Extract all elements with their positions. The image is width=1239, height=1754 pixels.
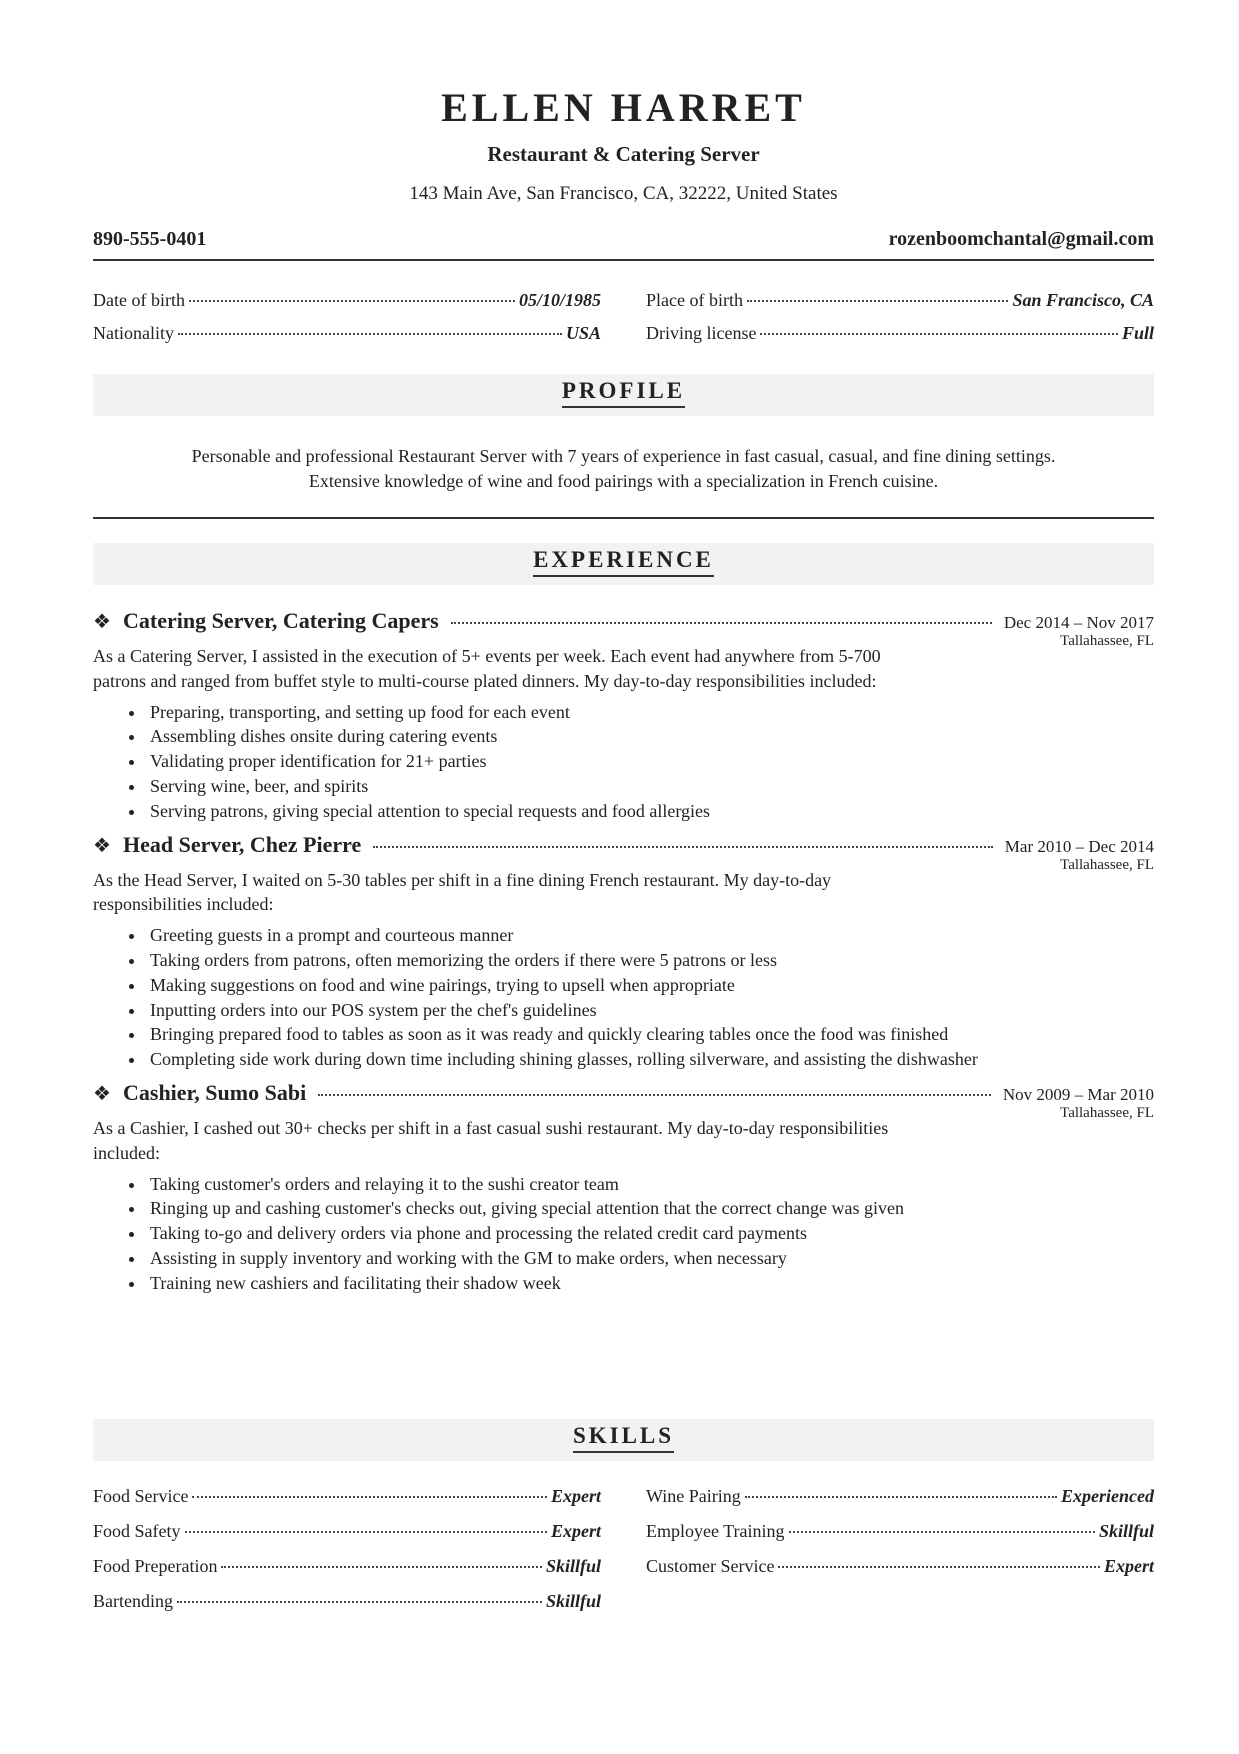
bullet-item: • Serving patrons, giving special attention to special requests and food allergies [146, 799, 1016, 824]
bullet-item: • Taking to-go and delivery orders via phone and processing the related credit card payments [146, 1221, 1016, 1246]
skill-item-value: Expert [550, 1521, 601, 1541]
section-header-profile: PROFILE [93, 374, 1154, 416]
job-location: Tallahassee, FL [1060, 856, 1154, 873]
bullet-item: • Taking orders from patrons, often memorizing the orders if there were 5 patrons or less [146, 948, 1016, 973]
job-header [93, 1080, 1154, 1106]
skill-item [93, 1486, 601, 1507]
bullet-item: • Training new cashiers and facilitating their shadow week [146, 1271, 1016, 1296]
skill-item-value: Expert [1103, 1556, 1154, 1576]
skill-item-value: Skillful [545, 1591, 601, 1611]
skill-item [93, 1556, 601, 1577]
personal-detail-value: Full [1121, 323, 1154, 343]
dotted-leader [451, 622, 992, 624]
job-entry [93, 832, 1154, 1072]
personal-detail-value: USA [565, 323, 601, 343]
bullet-item: • Completing side work during down time including shining glasses, rolling silverware, and assisting the dishwasher [146, 1047, 1016, 1072]
job-bullets [93, 700, 1016, 824]
skill-item-label: Customer Service [646, 1556, 775, 1576]
profile-text: Personable and professional Restaurant Server with 7 years of experience in fast casual, casual, and fine dining settings. Extensive knowledge of wine and food pairings with a specialization in French cuisine. [191, 446, 1056, 491]
dotted-leader [747, 300, 1008, 302]
dotted-leader [189, 300, 515, 302]
personal-details [93, 290, 1154, 344]
bullet-item: • Making suggestions on food and wine pairings, trying to upsell when appropriate [146, 973, 1016, 998]
personal-detail [646, 323, 1154, 344]
job-header [93, 608, 1154, 634]
personal-detail [93, 323, 601, 344]
bullet-item: • Assisting in supply inventory and working with the GM to make orders, when necessary [146, 1246, 1016, 1271]
four-diamonds-icon: ❖ [93, 1082, 111, 1105]
dotted-leader [373, 846, 993, 848]
skill-item-label: Employee Training [646, 1521, 785, 1541]
personal-detail [93, 290, 601, 311]
job-header [93, 832, 1154, 858]
personal-detail-value: San Francisco, CA [1012, 290, 1154, 310]
skill-item [646, 1521, 1154, 1542]
dotted-leader [221, 1566, 541, 1568]
bullet-item: • Preparing, transporting, and setting up food for each event [146, 700, 1016, 725]
experience-list [93, 608, 1154, 1304]
bullet-item: • Assembling dishes onsite during catering events [146, 724, 1016, 749]
candidate-name: ELLEN HARRET [441, 85, 806, 130]
dotted-leader [192, 1496, 547, 1498]
job-bullets [93, 1172, 1016, 1296]
job-description: As the Head Server, I waited on 5-30 tables per shift in a fine dining French restaurant. My day-to-day responsibilities included: [93, 869, 832, 915]
bullet-item: • Bringing prepared food to tables as soon as it was ready and quickly clearing tables once the food was finished [146, 1022, 1016, 1047]
job-dates: Dec 2014 – Nov 2017 [1003, 613, 1154, 632]
divider [93, 517, 1154, 519]
skill-item-value: Experienced [1061, 1486, 1154, 1506]
dotted-leader [789, 1531, 1095, 1533]
section-header-skills: SKILLS [93, 1419, 1154, 1461]
section-header-experience: EXPERIENCE [93, 543, 1154, 585]
job-dates: Nov 2009 – Mar 2010 [1002, 1084, 1154, 1104]
contact-row [93, 228, 1154, 261]
personal-detail-label: Driving license [646, 323, 757, 343]
dotted-leader [318, 1094, 991, 1096]
job-location: Tallahassee, FL [1060, 633, 1154, 649]
email: rozenboomchantal@gmail.com [888, 228, 1154, 250]
skill-item [646, 1486, 1154, 1507]
job-dates: Mar 2010 – Dec 2014 [1004, 836, 1154, 856]
job-entry [93, 1080, 1154, 1296]
bullet-item: • Serving wine, beer, and spirits [146, 774, 1016, 799]
bullet-item: • Greeting guests in a prompt and courteous manner [146, 923, 1016, 948]
bullet-item: • Validating proper identification for 21+ parties [146, 749, 1016, 774]
personal-detail-value: 05/10/1985 [518, 290, 601, 310]
skill-item-value: Skillful [1098, 1521, 1154, 1541]
bullet-item: • Ringing up and cashing customer's checks out, giving special attention that the correct change was given [146, 1196, 1016, 1221]
job-location: Tallahassee, FL [1060, 1104, 1154, 1121]
job-title: Catering Server, Catering Capers [123, 608, 439, 633]
personal-detail-label: Place of birth [646, 290, 743, 310]
dotted-leader [177, 1601, 542, 1603]
skill-item-label: Wine Pairing [646, 1486, 741, 1506]
four-diamonds-icon: ❖ [93, 611, 111, 633]
job-description: As a Cashier, I cashed out 30+ checks per shift in a fast casual sushi restaurant. My day-to-day responsibilities included: [93, 1117, 889, 1163]
job-title: Head Server, Chez Pierre [123, 831, 362, 857]
job-bullets [93, 923, 1016, 1072]
skill-item-label: Food Preperation [93, 1556, 218, 1576]
skill-item-label: Bartending [93, 1591, 173, 1611]
dotted-leader [778, 1566, 1100, 1568]
skill-item-label: Food Service [93, 1486, 189, 1506]
skills-list [93, 1486, 1154, 1612]
dotted-leader [185, 1531, 547, 1533]
skill-item [646, 1556, 1154, 1577]
job-description: As a Catering Server, I assisted in the execution of 5+ events per week. Each event had anywhere from 5-700 patrons and ranged from buffet style to multi-course plated dinners. My day-to-day responsibilities included: [93, 646, 881, 691]
personal-detail-label: Nationality [93, 323, 174, 343]
skill-item-label: Food Safety [93, 1521, 181, 1541]
bullet-item: • Taking customer's orders and relaying it to the sushi creator team [146, 1172, 1016, 1197]
dotted-leader [760, 333, 1117, 335]
job-title: Restaurant & Catering Server [487, 142, 760, 166]
bullet-item: • Inputting orders into our POS system per the chef's guidelines [146, 998, 1016, 1023]
job-title: Cashier, Sumo Sabi [123, 1079, 307, 1105]
skill-item-value: Expert [550, 1486, 601, 1506]
dotted-leader [745, 1496, 1057, 1498]
dotted-leader [178, 333, 562, 335]
personal-detail [646, 290, 1154, 311]
skill-item [93, 1521, 601, 1542]
address: 143 Main Ave, San Francisco, CA, 32222, United States [409, 183, 838, 204]
skill-item-value: Skillful [545, 1556, 601, 1576]
personal-detail-label: Date of birth [93, 290, 185, 310]
job-entry [93, 608, 1154, 824]
phone: 890-555-0401 [93, 228, 207, 250]
four-diamonds-icon: ❖ [93, 834, 111, 857]
skill-item [93, 1591, 601, 1612]
